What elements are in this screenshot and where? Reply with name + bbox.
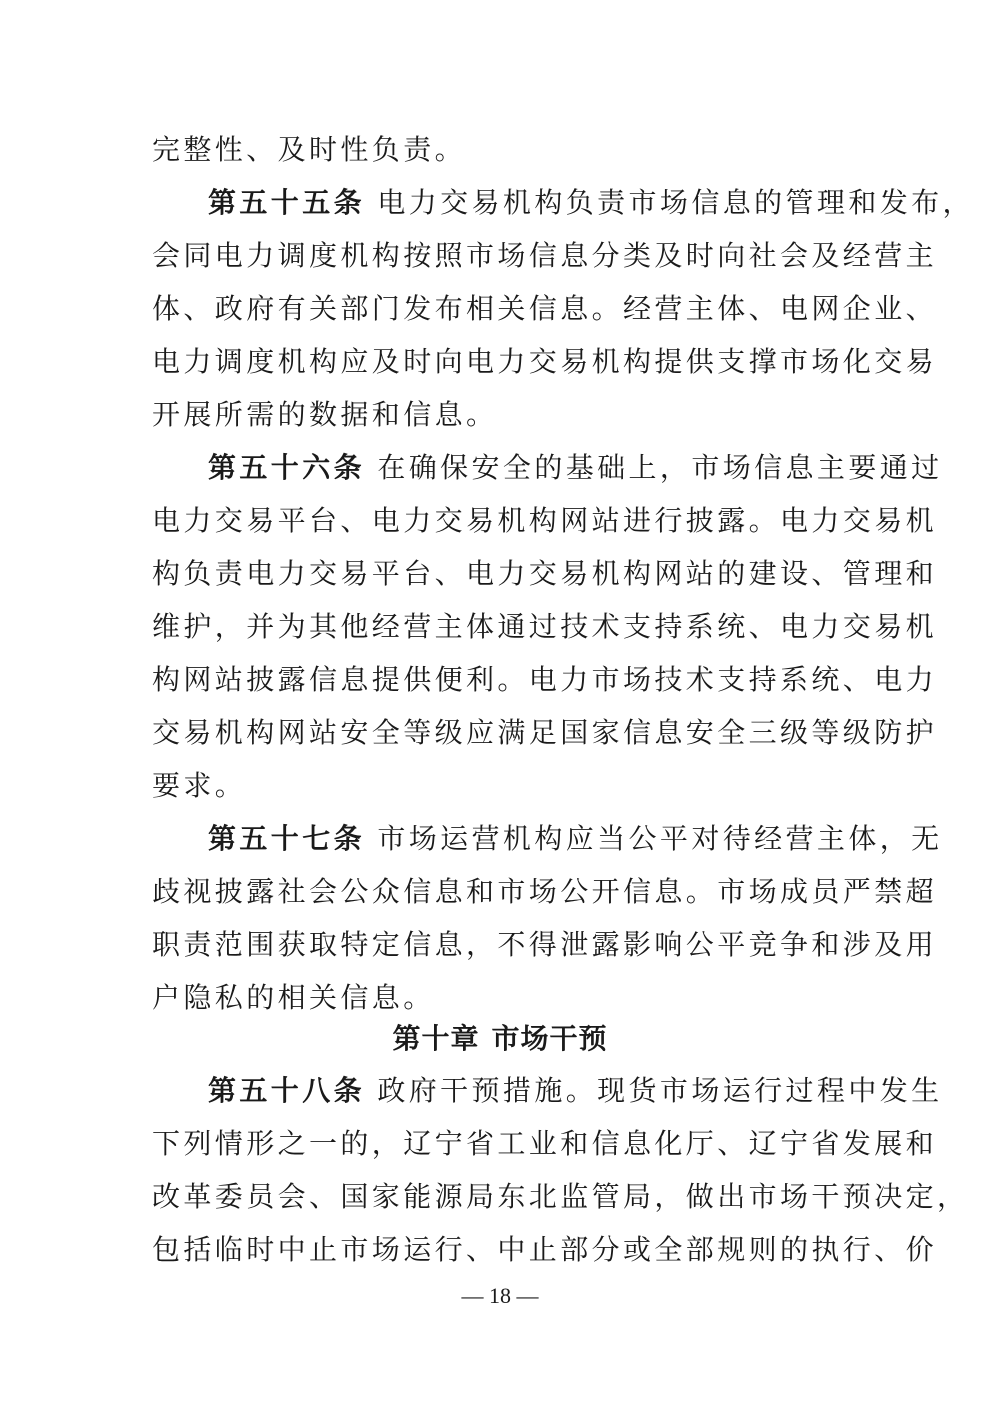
article-55-first-line xyxy=(208,186,974,220)
article-57-first-text: 市场运营机构应当公平对待经营主体，无 xyxy=(377,822,943,855)
article-56-line: 维护，并为其他经营主体通过技术支持系统、电力交易机 xyxy=(152,610,938,643)
chapter-title: 市场干预 xyxy=(491,1022,608,1055)
article-56-line: 要求。 xyxy=(152,769,247,802)
article-58-line: 下列情形之一的，辽宁省工业和信息化厅、辽宁省发展和 xyxy=(152,1127,938,1160)
article-58-first-text: 政府干预措施。现货市场运行过程中发生 xyxy=(377,1074,943,1107)
article-58-line: 包括临时中止市场运行、中止部分或全部规则的执行、价 xyxy=(152,1233,938,1266)
article-57-label: 第五十七条 xyxy=(208,822,366,855)
chapter-heading xyxy=(0,1021,1000,1057)
article-55-line: 会同电力调度机构按照市场信息分类及时向社会及经营主 xyxy=(152,239,938,272)
article-58-label: 第五十八条 xyxy=(208,1074,366,1107)
article-56-line: 构网站披露信息提供便利。电力市场技术支持系统、电力 xyxy=(152,663,938,696)
article-55-line: 开展所需的数据和信息。 xyxy=(152,398,498,431)
article-55-line: 电力调度机构应及时向电力交易机构提供支撑市场化交易 xyxy=(152,345,938,378)
article-56-first-text: 在确保安全的基础上，市场信息主要通过 xyxy=(377,451,943,484)
article-56-line: 构负责电力交易平台、电力交易机构网站的建设、管理和 xyxy=(152,557,938,590)
article-56-first-line xyxy=(208,451,943,485)
article-57-line: 歧视披露社会公众信息和市场公开信息。市场成员严禁超 xyxy=(152,875,938,908)
page-number: — 18 — xyxy=(461,1283,539,1308)
article-58-first-line xyxy=(208,1074,943,1108)
article-56-line: 电力交易平台、电力交易机构网站进行披露。电力交易机 xyxy=(152,504,938,537)
article-57-first-line xyxy=(208,822,943,856)
continuation-line: 完整性、及时性负责。 xyxy=(152,133,467,166)
article-55-label: 第五十五条 xyxy=(208,186,366,219)
article-58-line: 改革委员会、国家能源局东北监管局，做出市场干预决定， xyxy=(152,1180,969,1213)
article-57-line: 职责范围获取特定信息，不得泄露影响公平竞争和涉及用 xyxy=(152,928,938,961)
article-55-first-text: 电力交易机构负责市场信息的管理和发布， xyxy=(377,186,974,219)
article-56-label: 第五十六条 xyxy=(208,451,366,484)
article-57-line: 户隐私的相关信息。 xyxy=(152,981,435,1014)
chapter-number: 第十章 xyxy=(392,1022,480,1055)
article-56-line: 交易机构网站安全等级应满足国家信息安全三级等级防护 xyxy=(152,716,938,749)
article-55-line: 体、政府有关部门发布相关信息。经营主体、电网企业、 xyxy=(152,292,938,325)
